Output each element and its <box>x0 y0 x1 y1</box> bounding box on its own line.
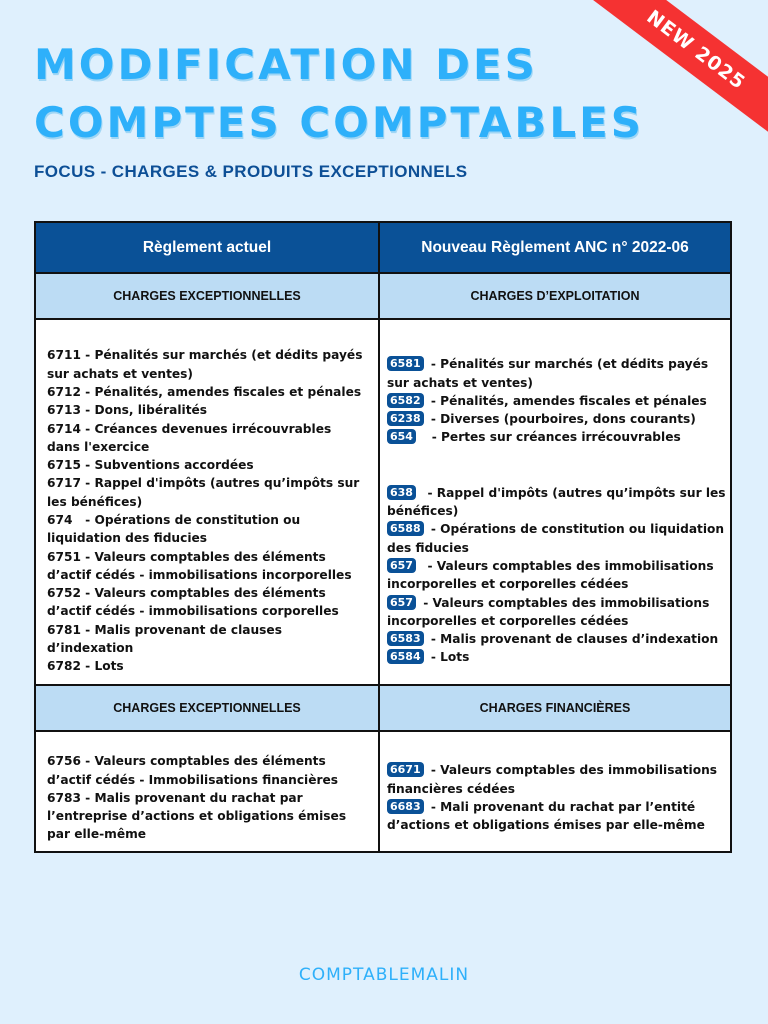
list-item: 6711 - Pénalités sur marchés (et dédits payés sur achats et ventes) <box>47 348 363 381</box>
title-line-2: COMPTES COMPTABLES <box>34 98 645 147</box>
account-label: - Malis provenant de clauses d’indexation <box>426 632 719 647</box>
account-label: - Rappel d'impôts (autres qu’impôts sur les bénéfices) <box>387 485 730 519</box>
column-header-new: Nouveau Règlement ANC n° 2022-06 <box>379 222 731 273</box>
column-header-current: Règlement actuel <box>35 222 379 273</box>
account-label: - Valeurs comptables des immobilisations incorporelles et corporelles cédées <box>387 558 718 592</box>
account-label: - Mali provenant du rachat par l’entité d’actions et obligations émises par elle-même <box>387 800 705 833</box>
list-item <box>387 798 726 835</box>
list-item <box>387 594 726 631</box>
list-item <box>387 392 726 410</box>
account-code-badge: 6582 <box>387 393 424 408</box>
footer-brand: COMPTABLEMALIN <box>298 965 470 985</box>
list-item: 6712 - Pénalités, amendes fiscales et pénales <box>47 384 362 399</box>
comparison-table <box>34 221 732 853</box>
list-item: 6783 - Malis provenant du rachat par l’entreprise d’actions et obligations émises par elle-même <box>47 790 347 842</box>
account-label: - Valeurs comptables des immobilisations incorporelles et corporelles cédées <box>387 595 710 628</box>
account-label: - Pertes sur créances irrécouvrables <box>418 430 681 445</box>
list-item: 6781 - Malis provenant de clauses d’indexation <box>47 622 282 656</box>
list-item <box>387 520 726 557</box>
list-item: 6714 - Créances devenues irrécouvrables dans l'exercice <box>47 421 332 454</box>
account-code-badge: 6238 <box>387 411 424 426</box>
account-code-badge: 6583 <box>387 631 424 646</box>
list-item <box>387 648 726 666</box>
account-code-badge: 6671 <box>387 762 424 777</box>
account-label: - Opérations de constitution ou liquidation des fiducies <box>387 522 725 555</box>
list-item <box>387 428 726 446</box>
current-accounts-list <box>35 731 379 852</box>
account-label: - Diverses (pourboires, dons courants) <box>426 412 696 427</box>
account-code-badge: 638 <box>387 485 416 500</box>
account-code-badge: 654 <box>387 429 416 444</box>
table-header-row <box>35 222 731 273</box>
section-heading-row <box>35 685 731 731</box>
list-item <box>387 630 726 648</box>
list-item: 674 - Opérations de constitution ou liquidation des fiducies <box>47 513 305 546</box>
new-accounts-list <box>379 319 731 685</box>
section-content-row <box>35 731 731 852</box>
list-item: 6713 - Dons, libéralités <box>47 403 208 418</box>
section-heading-left: CHARGES EXCEPTIONNELLES <box>35 685 379 731</box>
account-label: - Pénalités, amendes fiscales et pénales <box>426 393 707 408</box>
list-item: 6715 - Subventions accordées <box>47 458 254 473</box>
account-code-badge: 6683 <box>387 799 424 814</box>
list-item <box>387 557 726 594</box>
list-item <box>387 761 726 798</box>
new-2025-ribbon: NEW 2025 <box>579 0 768 140</box>
list-item: 6756 - Valeurs comptables des éléments d’actif cédés - Immobilisations financières <box>47 754 339 787</box>
current-accounts-list <box>35 319 379 685</box>
account-label: - Lots <box>426 650 470 665</box>
list-item: 6717 - Rappel d'impôts (autres qu’impôts sur les bénéfices) <box>47 476 360 509</box>
new-accounts-list <box>379 731 731 852</box>
list-item <box>387 410 726 428</box>
list-item: 6752 - Valeurs comptables des éléments d’actif cédés - immobilisations corporelles <box>47 586 339 619</box>
page-title <box>34 36 644 152</box>
page-subtitle: FOCUS - CHARGES & PRODUITS EXCEPTIONNELS <box>34 162 468 181</box>
section-heading-row <box>35 273 731 319</box>
list-item <box>387 355 726 392</box>
account-code-badge: 657 <box>387 595 416 610</box>
spacer <box>387 447 726 484</box>
account-code-badge: 6581 <box>387 356 424 371</box>
account-label: - Pénalités sur marchés (et dédits payés sur achats et ventes) <box>387 357 709 390</box>
section-heading-right: CHARGES FINANCIÈRES <box>379 685 731 731</box>
list-item: 6751 - Valeurs comptables des éléments d’actif cédés - immobilisations incorporelles <box>47 549 352 582</box>
list-item <box>387 484 730 521</box>
section-heading-right: CHARGES D’EXPLOITATION <box>379 273 731 319</box>
list-item: 6782 - Lots <box>47 659 124 674</box>
section-heading-left: CHARGES EXCEPTIONNELLES <box>35 273 379 319</box>
section-content-row <box>35 319 731 685</box>
title-line-1: MODIFICATION DES <box>34 40 538 89</box>
account-code-badge: 6584 <box>387 649 424 664</box>
account-code-badge: 6588 <box>387 521 424 536</box>
account-code-badge: 657 <box>387 558 416 573</box>
account-label: - Valeurs comptables des immobilisations financières cédées <box>387 763 717 796</box>
